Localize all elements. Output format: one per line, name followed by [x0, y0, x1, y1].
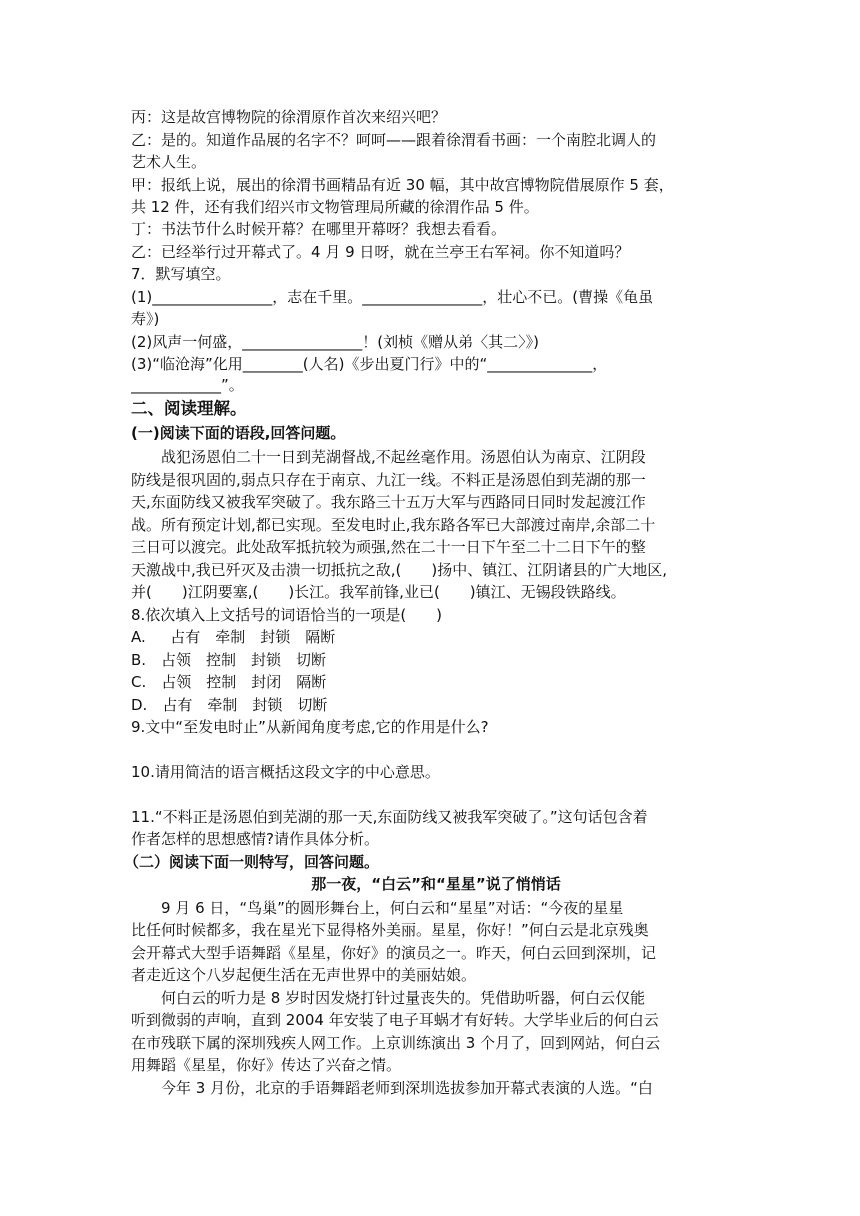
dialog-line: 丁：书法节什么时候开幕？在哪里开幕呀？我想去看看。 — [131, 220, 507, 238]
section-heading: 二、阅读理解。 — [131, 399, 247, 418]
question-10: 10.请用简洁的语言概括这段文字的中心意思。 — [131, 763, 440, 781]
question-11-line: 11.“不料正是汤恩伯到芜湖的那一天,东面防线又被我军突破了。”这句话包含着 — [131, 808, 648, 826]
paragraph-line: 天激战中,我已歼灭及击溃一切抵抗之敌,( )扬中、镇江、江阴诸县的广大地区, — [131, 561, 668, 579]
paragraph-line: 会开幕式大型手语舞蹈《星星，你好》的演员之一。昨天，何白云回到深圳，记 — [131, 944, 657, 962]
dialog-line: 乙：已经举行过开幕式了。4 月 9 日呀，就在兰亭王右军祠。你不知道吗？ — [131, 243, 630, 261]
fill-blank-line: (3)“临沧海”化用________(人名)《步出夏门行》中的“______________， — [131, 355, 608, 373]
dialog-line: 共 12 件，还有我们绍兴市文物管理局所藏的徐渭作品 5 件。 — [131, 198, 539, 216]
dialog-line: 丙：这是故宫博物院的徐渭原作首次来绍兴吧？ — [131, 108, 447, 126]
paragraph-line: 并( )江阴要塞,( )长江。我军前锋,业已( )镇江、无锡段铁路线。 — [131, 583, 626, 601]
question-9: 9.文中“至发电时止”从新闻角度考虑,它的作用是什么? — [131, 718, 489, 736]
paragraph-line: 在市残联下属的深圳残疾人网工作。上京训练演出 3 个月了，回到网站，何白云 — [131, 1034, 661, 1052]
fill-blank-line: ____________”。 — [131, 376, 244, 394]
part-heading: （二）阅读下面一则特写，回答问题。 — [124, 853, 380, 871]
fill-blank-line: (1)________________，志在千里。________________，壮心不已。(曹操《龟虽 — [131, 288, 654, 306]
paragraph-line: 战。所有预定计划,都已实现。至发电时止,我东路各军已大部渡过南岸,余部二十 — [131, 516, 656, 534]
paragraph-line: 用舞蹈《星星，你好》传达了兴奋之情。 — [131, 1056, 402, 1074]
paragraph-line: 听到微弱的声响，直到 2004 年安装了电子耳蜗才有好转。大学毕业后的何白云 — [131, 1011, 659, 1029]
option-c: C. 占领 控制 封闭 隔断 — [131, 673, 327, 691]
paragraph-line: 今年 3 月份，北京的手语舞蹈老师到深圳选拔参加开幕式表演的人选。“白 — [161, 1079, 653, 1097]
dialog-line: 甲：报纸上说，展出的徐渭书画精品有近 30 幅，其中故宫博物院借展原作 5 套， — [131, 176, 674, 194]
fill-blank-line: 寿》) — [131, 310, 160, 328]
question-11-line: 作者怎样的思想感情?请作具体分析。 — [131, 830, 379, 848]
question-title: 7．默写填空。 — [131, 265, 231, 283]
article-title: 那一夜，“白云”和“星星”说了悄悄话 — [311, 875, 561, 893]
option-d: D. 占有 牵制 封锁 切断 — [131, 696, 328, 714]
paragraph-line: 何白云的听力是 8 岁时因发烧打针过量丧失的。凭借助听器，何白云仅能 — [161, 989, 646, 1007]
part-heading: (一)阅读下面的语段,回答问题。 — [131, 424, 346, 442]
paragraph-line: 天,东面防线又被我军突破了。我东路三十五万大军与西路同日同时发起渡江作 — [131, 493, 646, 511]
option-a: A. 占有 牵制 封锁 隔断 — [131, 628, 336, 646]
paragraph-line: 三日可以渡完。此处敌军抵抗较为顽强,然在二十一日下午至二十二日下午的整 — [131, 538, 646, 556]
paragraph-line: 比任何时候都多，我在星光下显得格外美丽。星星，你好！”何白云是北京残奥 — [131, 921, 649, 939]
dialog-line: 艺术人生。 — [131, 153, 207, 171]
dialog-line: 乙：是的。知道作品展的名字不？呵呵——跟着徐渭看书画：一个南腔北调人的 — [131, 131, 657, 149]
fill-blank-line: (2)风声一何盛，________________！(刘桢《赠从弟〈其二〉》) — [131, 333, 539, 351]
paragraph-line: 战犯汤恩伯二十一日到芜湖督战,不起丝毫作用。汤恩伯认为南京、江阴段 — [161, 448, 646, 466]
paragraph-line: 者走近这个八岁起便生活在无声世界中的美丽姑娘。 — [131, 966, 477, 984]
option-b: B. 占领 控制 封锁 切断 — [131, 651, 327, 669]
paragraph-line: 9 月 6 日，“鸟巢”的圆形舞台上，何白云和“星星”对话：“今夜的星星 — [161, 899, 624, 917]
question-8: 8.依次填入上文括号的词语恰当的一项是( ) — [131, 606, 443, 624]
paragraph-line: 防线是很巩固的,弱点只存在于南京、九江一线。不料正是汤恩伯到芜湖的那一 — [131, 471, 646, 489]
